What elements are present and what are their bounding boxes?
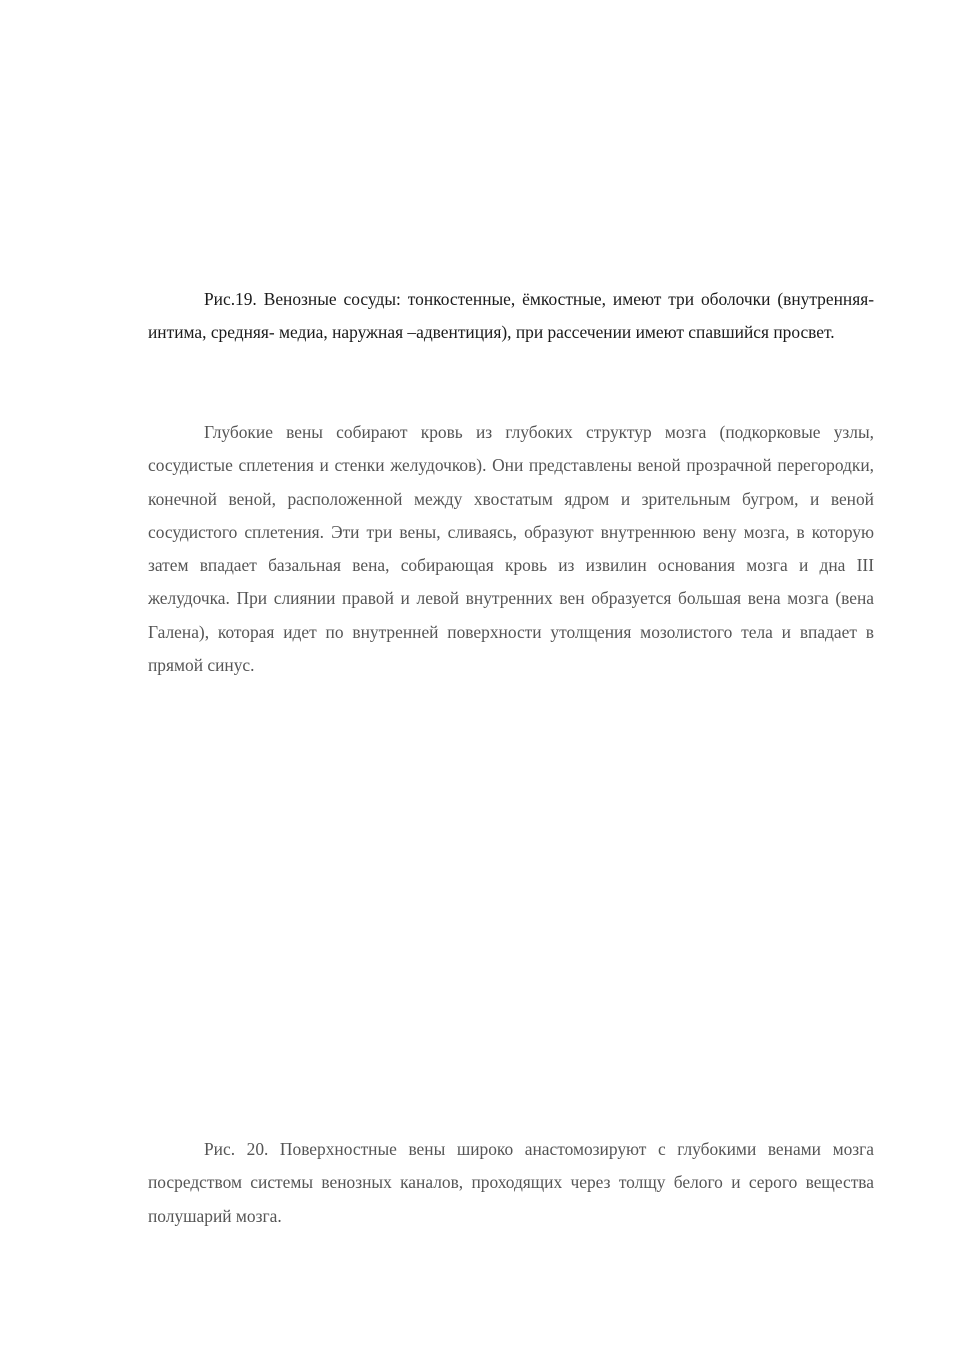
figure-20-caption: Рис. 20. Поверхностные вены широко анастомозируют с глубокими венами мозга посредством системы венозных каналов, проходящих через толщу белого и серого вещества полушарий мозга. (148, 1139, 874, 1226)
deep-veins-paragraph: Глубокие вены собирают кровь из глубоких структур мозга (подкорковые узлы, сосудистые сплетения и стенки желудочков). Они представлены веной прозрачной перегородки, конечной веной, расположенной между хвостатым ядром и зрительным бугром, и веной сосудистого сплетения. Эти три вены, сливаясь, образуют внутреннюю вену мозга, в которую затем впадает базальная вена, собирающая кровь из извилин основания мозга и дна III желудочка. При слиянии правой и левой внутренних вен образуется большая вена мозга (вена Галена), которая идет по внутренней поверхности утолщения мозолистого тела и впадает в прямой синус. (148, 422, 874, 676)
figure-19-caption: Рис.19. Венозные сосуды: тонкостенные, ёмкостные, имеют три оболочки (внутренняя-интима, средняя- медиа, наружная –адвентиция), при рассечении имеют спавшийся просвет. (148, 289, 874, 343)
